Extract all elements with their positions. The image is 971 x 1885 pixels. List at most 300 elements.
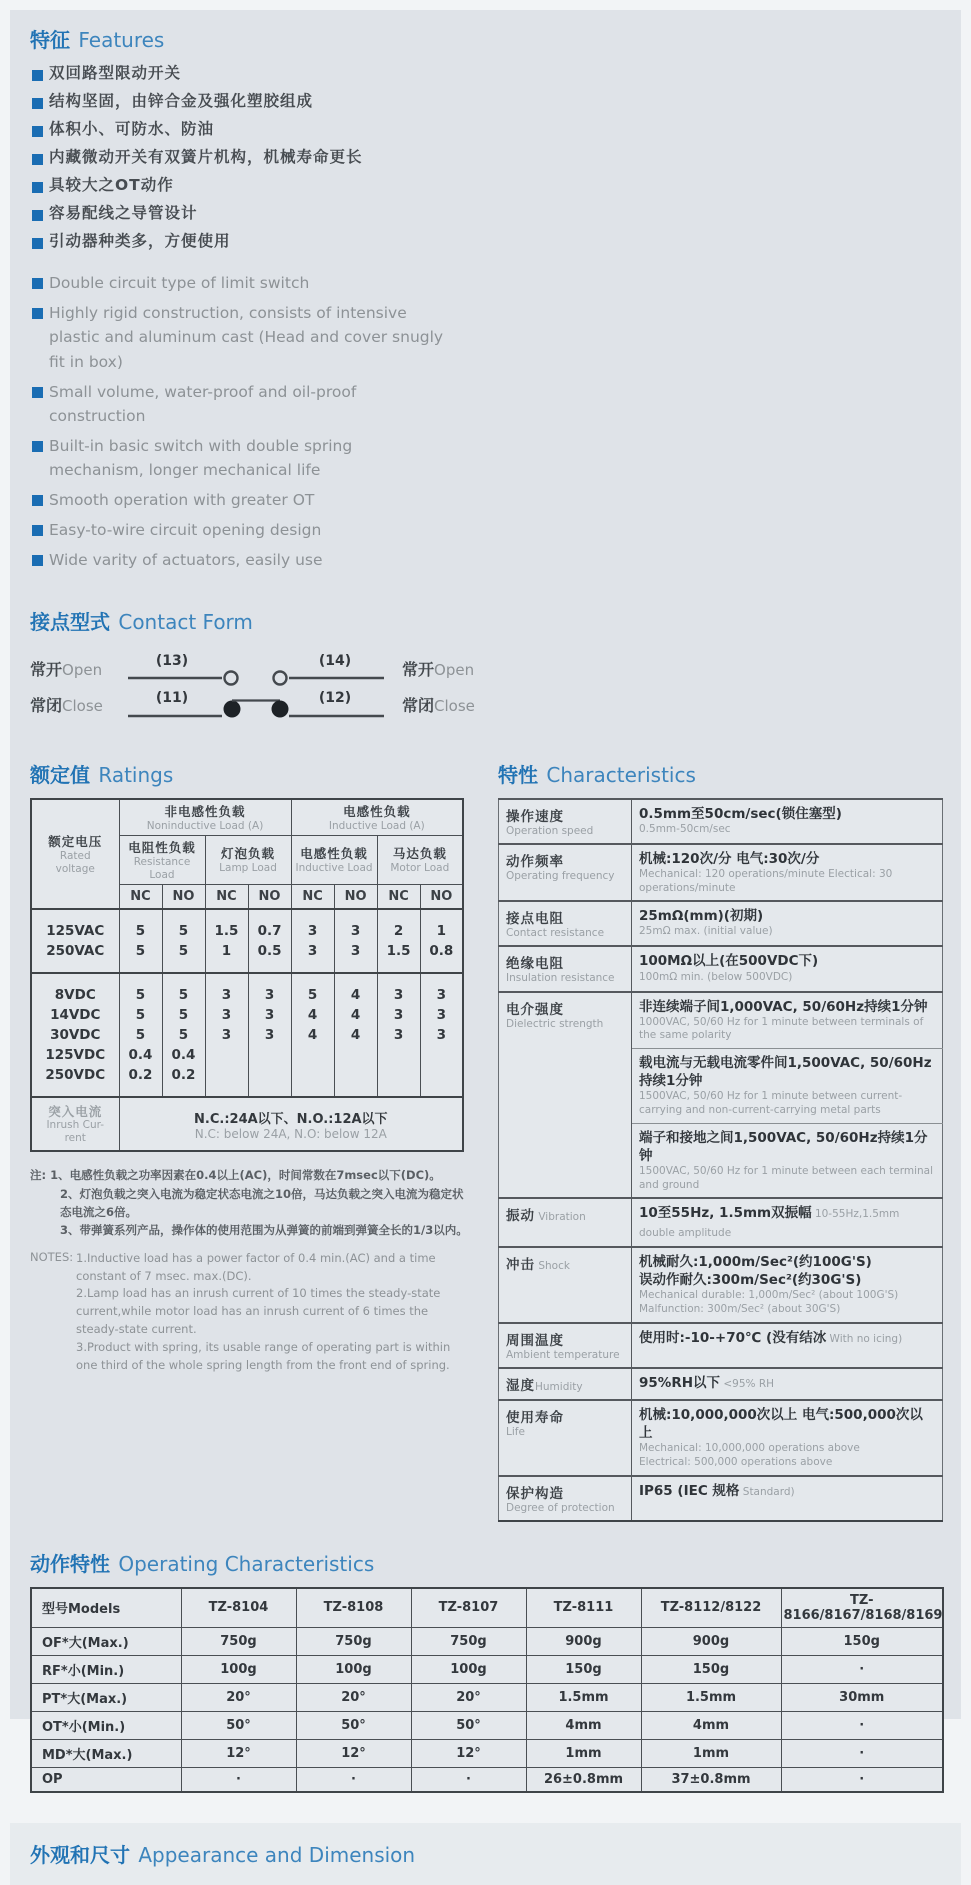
characteristic-value-en: Electrical: 500,000 operations above <box>639 1455 833 1468</box>
characteristic-label-cell <box>499 1368 632 1400</box>
characteristic-label-en: Vibration <box>535 1211 586 1224</box>
characteristic-label-cell <box>499 1400 632 1476</box>
rated-voltage-cell: 30VDC <box>31 1025 119 1045</box>
characteristic-value-cell <box>632 1323 943 1368</box>
operating-value-cell: · <box>181 1767 296 1792</box>
rating-value-cell: 4 <box>291 1005 334 1025</box>
datasheet-page <box>10 10 961 1868</box>
ratings-header-noninductive: 非电感性负载 Noninductive Load (A) <box>119 799 291 836</box>
rating-value-cell: 4 <box>334 1025 377 1045</box>
no-header: NO <box>334 885 377 910</box>
ratings-row <box>31 973 463 1005</box>
rating-value-cell: 0.2 <box>162 1065 205 1097</box>
rating-value-cell: 4 <box>334 973 377 1005</box>
contact-form-title-en: Contact Form <box>118 609 253 634</box>
operating-value-cell: 20° <box>296 1683 411 1711</box>
bullet-text: Easy-to-wire circuit opening design <box>49 520 322 539</box>
bullet-text: 体积小、可防水、防油 <box>49 119 215 138</box>
ratings-header-motor: 马达负载 Motor Load <box>377 835 463 884</box>
rating-value-cell: 3 <box>248 1005 291 1025</box>
ratings-row <box>31 909 463 941</box>
features-title-en: Features <box>78 28 165 52</box>
characteristic-row <box>499 1323 943 1368</box>
bullet-square-icon <box>32 238 43 249</box>
characteristic-value-en: 1000VAC, 50/60 Hz for 1 minute between terminals of the same polarity <box>639 1015 924 1042</box>
rating-value-cell: 3 <box>205 973 248 1005</box>
characteristic-value-en: 0.5mm-50cm/sec <box>639 822 731 835</box>
section-operating <box>30 1548 943 1793</box>
feature-item-zh <box>32 91 943 112</box>
characteristic-value-cell <box>632 901 943 946</box>
characteristic-value-zh: 载电流与无载电流零件间1,500VAC, 50/60Hz持续1分钟 <box>639 1055 932 1090</box>
characteristic-label-cell <box>499 844 632 902</box>
characteristic-value-zh: 25mΩ(mm)(初期) <box>639 908 764 925</box>
feature-item-en <box>32 301 943 373</box>
characteristic-value-en: 1500VAC, 50/60 Hz for 1 minute between each terminal and ground <box>639 1165 934 1191</box>
operating-value-cell: 20° <box>181 1683 296 1711</box>
rating-value-cell: 3 <box>334 909 377 941</box>
rating-value-cell: 3 <box>291 909 334 941</box>
contact-form-diagram <box>30 651 943 723</box>
bullet-square-icon <box>32 278 43 289</box>
characteristic-label-en: Contact resistance <box>506 927 605 940</box>
operating-tbody <box>31 1627 943 1792</box>
rating-value-cell <box>334 1065 377 1097</box>
operating-value-cell: · <box>781 1711 943 1739</box>
feature-item-zh <box>32 119 943 140</box>
characteristic-row <box>499 1368 943 1400</box>
rating-value-cell: 5 <box>119 909 162 941</box>
characteristic-row <box>499 901 943 946</box>
bullet-text: Wide varity of actuators, easily use <box>49 550 323 569</box>
characteristic-label-en: Life <box>506 1425 525 1438</box>
characteristic-value-en-inline: Standard) <box>739 1485 795 1498</box>
rating-value-cell: 0.8 <box>420 941 463 973</box>
features-list-en <box>30 271 943 571</box>
characteristic-value-en: Malfunction: 300m/Sec² (about 30G'S) <box>639 1302 841 1315</box>
rating-value-cell: 5 <box>119 1005 162 1025</box>
note-en: 2.Lamp load has an inrush current of 10 times the steady-state current,while motor load has an inrush current of 6 times the steady-state current. <box>76 1286 441 1336</box>
rating-value-cell: 5 <box>119 1025 162 1045</box>
feature-item-zh <box>32 231 943 252</box>
bullet-text: Built-in basic switch with double spring mechanism, longer mechanical life <box>49 436 353 479</box>
model-column-header: TZ-8166/8167/8168/8169 <box>781 1588 943 1628</box>
operating-row <box>31 1655 943 1683</box>
note-en: 1.Inductive load has a power factor of 0.4 min.(AC) and a time constant of 7 msec. max.(DC). <box>76 1250 436 1283</box>
characteristic-label-en: Humidity <box>535 1380 583 1393</box>
ratings-row <box>31 1025 463 1045</box>
rating-value-cell: 3 <box>377 973 420 1005</box>
rating-value-cell: 5 <box>162 909 205 941</box>
characteristic-value-zh: 端子和接地之间1,500VAC, 50/60Hz持续1分钟 <box>639 1129 928 1164</box>
rating-value-cell <box>377 1065 420 1097</box>
nc-header: NC <box>205 885 248 910</box>
characteristic-label-zh: 周围温度 <box>506 1332 564 1349</box>
models-header: 型号Models <box>31 1588 181 1628</box>
inrush-value-zh: N.C.:24A以下、N.O.:12A以下 <box>194 1111 388 1127</box>
operating-value-cell: 1.5mm <box>526 1683 641 1711</box>
feature-item-en <box>32 271 943 295</box>
characteristic-value-en: 1500VAC, 50/60 Hz for 1 minute between current-carrying and non-current-carrying metal parts <box>639 1090 903 1117</box>
characteristic-label-zh: 操作速度 <box>506 808 564 825</box>
operating-value-cell: 37±0.8mm <box>641 1767 781 1792</box>
rated-voltage-cell: 125VDC <box>31 1045 119 1065</box>
characteristic-value-zh: 100MΩ以上(在500VDC下) <box>639 953 819 970</box>
characteristic-label-en: Insulation resistance <box>506 972 615 985</box>
inrush-label-line: Inrush Cur- <box>46 1119 105 1131</box>
rating-value-cell: 1.5 <box>205 909 248 941</box>
characteristic-label-cell <box>499 1476 632 1521</box>
contact-form-title <box>30 606 943 635</box>
model-column-header: TZ-8112/8122 <box>641 1588 781 1628</box>
characteristic-label-cell <box>499 946 632 991</box>
characteristics-title <box>498 759 943 788</box>
operating-row-label: RF*小(Min.) <box>31 1655 181 1683</box>
operating-row <box>31 1627 943 1655</box>
feature-item-en <box>32 518 943 542</box>
operating-value-cell: 100g <box>411 1655 526 1683</box>
rating-value-cell: 5 <box>119 973 162 1005</box>
feature-item-zh <box>32 203 943 224</box>
section-characteristics <box>498 759 943 1522</box>
characteristics-tbody <box>499 799 943 1521</box>
characteristic-value-zh: IP65 (IEC 规格 Standard) <box>639 1482 795 1499</box>
characteristic-label-zh: 绝缘电阻 <box>506 956 564 973</box>
feature-item-en <box>32 434 943 482</box>
model-column-header: TZ-8104 <box>181 1588 296 1628</box>
rating-value-cell: 5 <box>119 941 162 973</box>
characteristic-value-cell <box>632 946 943 991</box>
inrush-label-line: rent <box>64 1131 86 1144</box>
characteristic-label-en: Ambient temperature <box>506 1348 620 1361</box>
rated-voltage-cell: 250VDC <box>31 1065 119 1097</box>
operating-value-cell: 150g <box>781 1627 943 1655</box>
ratings-notes <box>30 1166 470 1374</box>
nc-header: NC <box>291 885 334 910</box>
characteristic-value-cell <box>632 1368 943 1400</box>
characteristic-label-zh: 接点电阻 <box>506 911 564 928</box>
characteristic-label-cell <box>499 799 632 844</box>
rating-value-cell: 5 <box>291 973 334 1005</box>
operating-title-en: Operating Characteristics <box>118 1551 375 1576</box>
contact-row-open <box>30 651 943 687</box>
bullet-square-icon <box>32 182 43 193</box>
rating-value-cell: 4 <box>334 1005 377 1025</box>
model-column-header: TZ-8107 <box>411 1588 526 1628</box>
notes-en-block <box>30 1250 470 1375</box>
characteristic-label-zh: 振动 <box>506 1208 535 1225</box>
characteristic-value-en: 25mΩ max. (initial value) <box>639 925 773 938</box>
svg-text:(12): (12) <box>318 689 352 706</box>
ratings-header-voltage: 额定电压 Rated voltage <box>31 799 119 909</box>
appearance-title-zh: 外观和尺寸 <box>30 1843 130 1868</box>
operating-value-cell: · <box>781 1655 943 1683</box>
rating-value-cell <box>377 1045 420 1065</box>
characteristic-value-en-inline: With no icing) <box>826 1332 903 1345</box>
svg-text:(13): (13) <box>155 652 189 669</box>
characteristic-value-zh: 95%RH以下 <95% RH <box>639 1374 775 1391</box>
characteristics-title-en: Characteristics <box>546 762 696 787</box>
characteristic-value-zh: 10至55Hz, 1.5mm双振幅 10-55Hz,1.5mm double amplitude <box>639 1205 900 1239</box>
operating-value-cell: 12° <box>181 1739 296 1767</box>
characteristic-row <box>499 1476 943 1521</box>
ratings-group <box>31 973 463 1097</box>
characteristic-value-en: Mechanical durable: 1,000m/Sec² (about 100G'S) <box>639 1289 899 1302</box>
svg-text:(11): (11) <box>155 689 189 706</box>
section-appearance <box>10 1823 961 1885</box>
model-column-header: TZ-8108 <box>296 1588 411 1628</box>
characteristic-row <box>499 1247 943 1323</box>
open-label-right: 常开Open <box>402 660 475 680</box>
rating-value-cell: 3 <box>205 1025 248 1045</box>
rating-value-cell: 1.5 <box>377 941 420 973</box>
characteristics-table <box>498 798 943 1522</box>
appearance-title <box>30 1839 415 1868</box>
operating-value-cell: 50° <box>411 1711 526 1739</box>
operating-row <box>31 1767 943 1792</box>
characteristic-value-zh: 使用时:-10-+70℃ (没有结冰 With no icing) <box>639 1329 903 1346</box>
section-contact-form <box>30 606 943 723</box>
characteristic-value-en-inline: <95% RH <box>720 1377 775 1390</box>
characteristic-value-zh: 非连续端子间1,000VAC, 50/60Hz持续1分钟 <box>639 998 928 1015</box>
rating-value-cell <box>248 1065 291 1097</box>
rated-voltage-cell: 250VAC <box>31 941 119 973</box>
inrush-row <box>31 1097 463 1151</box>
rating-value-cell <box>248 1045 291 1065</box>
bullet-text: 结构坚固，由锌合金及强化塑胶组成 <box>49 91 314 110</box>
bullet-text: Smooth operation with greater OT <box>49 490 315 509</box>
ratings-header-inductive-load: 电感性负载 Inductive Load <box>291 835 377 884</box>
open-contact-schematic-icon <box>122 651 392 687</box>
characteristic-value-cell <box>632 844 943 902</box>
characteristic-label-zh: 保护构造 <box>506 1485 564 1502</box>
operating-value-cell: 4mm <box>526 1711 641 1739</box>
bullet-text: 引动器种类多，方便使用 <box>49 231 231 250</box>
rating-value-cell: 3 <box>248 973 291 1005</box>
operating-value-cell: 100g <box>296 1655 411 1683</box>
rating-value-cell: 1 <box>420 909 463 941</box>
rating-value-cell <box>420 1065 463 1097</box>
characteristic-row <box>499 1198 943 1246</box>
characteristic-value-zh: 误动作耐久:300m/Sec²(约30G'S) <box>639 1272 862 1289</box>
features-title <box>30 24 943 53</box>
section-features <box>30 24 943 572</box>
inrush-value-cell <box>119 1097 463 1151</box>
rating-value-cell: 3 <box>420 1005 463 1025</box>
characteristic-row <box>499 1400 943 1476</box>
nc-header: NC <box>119 885 162 910</box>
ratings-title-zh: 额定值 <box>30 762 90 787</box>
ratings-row <box>31 1005 463 1025</box>
nc-header: NC <box>377 885 420 910</box>
operating-value-cell: 4mm <box>641 1711 781 1739</box>
operating-value-cell: 20° <box>411 1683 526 1711</box>
rated-voltage-cell: 125VAC <box>31 909 119 941</box>
rating-value-cell <box>334 1045 377 1065</box>
operating-value-cell: · <box>781 1739 943 1767</box>
rating-value-cell: 5 <box>162 973 205 1005</box>
bullet-text: Highly rigid construction, consists of intensive plastic and aluminum cast (Head and cover snugly fit in box) <box>49 304 444 371</box>
characteristic-label-cell <box>499 1247 632 1323</box>
characteristic-value-cell <box>632 1476 943 1521</box>
operating-row-label: MD*大(Max.) <box>31 1739 181 1767</box>
notes-en-label: NOTES: <box>30 1249 74 1264</box>
operating-row <box>31 1683 943 1711</box>
rating-value-cell: 3 <box>377 1005 420 1025</box>
rating-value-cell: 0.5 <box>248 941 291 973</box>
no-header: NO <box>248 885 291 910</box>
operating-value-cell: 50° <box>181 1711 296 1739</box>
rating-value-cell <box>205 1045 248 1065</box>
characteristic-value-zh: 机械耐久:1,000m/Sec²(约100G'S) <box>639 1253 872 1270</box>
operating-row-label: PT*大(Max.) <box>31 1683 181 1711</box>
rating-value-cell: 3 <box>377 1025 420 1045</box>
close-contact-schematic-icon <box>122 687 392 723</box>
characteristic-value-cell <box>632 992 943 1049</box>
operating-value-cell: 26±0.8mm <box>526 1767 641 1792</box>
rating-value-cell <box>291 1045 334 1065</box>
bullet-text: 双回路型限动开关 <box>49 64 182 82</box>
operating-row <box>31 1739 943 1767</box>
operating-value-cell: 750g <box>411 1627 526 1655</box>
no-header: NO <box>162 885 205 910</box>
operating-row-label: OT*小(Min.) <box>31 1711 181 1739</box>
operating-title-zh: 动作特性 <box>30 1551 110 1576</box>
rating-value-cell: 0.4 <box>162 1045 205 1065</box>
rating-value-cell: 3 <box>248 1025 291 1045</box>
characteristic-label-zh: 动作频率 <box>506 853 564 870</box>
rating-value-cell: 2 <box>377 909 420 941</box>
characteristic-label-en: Shock <box>535 1259 570 1272</box>
rating-value-cell: 1 <box>205 941 248 973</box>
characteristic-label-cell <box>499 992 632 1199</box>
ratings-characteristics-zone <box>30 759 943 1522</box>
inrush-label-line: 突入电流 <box>48 1104 103 1119</box>
inrush-label-cell <box>31 1097 119 1151</box>
characteristic-row <box>499 844 943 902</box>
characteristic-row <box>499 799 943 844</box>
bullet-square-icon <box>32 525 43 536</box>
characteristic-value-cell <box>632 799 943 844</box>
rating-value-cell: 5 <box>162 1005 205 1025</box>
notes-en-list <box>76 1250 470 1375</box>
bullet-text: 内藏微动开关有双簧片机构，机械寿命更长 <box>49 147 363 166</box>
feature-item-en <box>32 548 943 572</box>
operating-value-cell: 100g <box>181 1655 296 1683</box>
ratings-header-lamp: 灯泡负载 Lamp Load <box>205 835 291 884</box>
feature-item-en <box>32 380 943 428</box>
operating-value-cell: 150g <box>641 1655 781 1683</box>
close-label-right: 常闭Close <box>402 696 475 716</box>
characteristic-label-en: Operating frequency <box>506 869 615 882</box>
rating-value-cell <box>420 1045 463 1065</box>
features-list-zh <box>30 63 943 251</box>
operating-value-cell: 12° <box>296 1739 411 1767</box>
bullet-text: Double circuit type of limit switch <box>49 274 310 293</box>
no-header: NO <box>420 885 463 910</box>
characteristic-value-zh: 0.5mm至50cm/sec(锁住塞型) <box>639 805 842 822</box>
features-title-zh: 特征 <box>30 28 70 52</box>
rating-value-cell: 4 <box>291 1025 334 1045</box>
rating-value-cell: 3 <box>291 941 334 973</box>
characteristic-label-en: Operation speed <box>506 824 594 837</box>
rating-value-cell: 5 <box>162 941 205 973</box>
characteristic-value-en: Mechanical: 120 operations/minute Electical: 30 operations/minute <box>639 867 893 894</box>
characteristic-value-en-inline: 10-55Hz,1.5mm double amplitude <box>639 1208 900 1239</box>
inrush-value-en: N.C: below 24A, N.O: below 12A <box>194 1126 387 1141</box>
ratings-table <box>30 798 464 1153</box>
characteristic-row <box>499 946 943 991</box>
operating-row <box>31 1711 943 1739</box>
characteristic-label-cell <box>499 1198 632 1246</box>
bullet-square-icon <box>32 70 43 81</box>
characteristic-value-cell <box>632 1247 943 1323</box>
close-label-left: 常闭Close <box>30 696 103 716</box>
characteristic-value-en: Mechanical: 10,000,000 operations above <box>639 1442 860 1455</box>
rating-value-cell: 0.4 <box>119 1045 162 1065</box>
bullet-square-icon <box>32 387 43 398</box>
characteristic-value-cell <box>632 1400 943 1476</box>
characteristic-label-en: Degree of protection <box>506 1501 615 1514</box>
bullet-square-icon <box>32 495 43 506</box>
characteristic-label-cell <box>499 901 632 946</box>
rating-value-cell <box>205 1065 248 1097</box>
operating-header-row <box>31 1588 943 1628</box>
operating-value-cell: 50° <box>296 1711 411 1739</box>
bullet-square-icon <box>32 210 43 221</box>
svg-text:(14): (14) <box>318 652 352 669</box>
characteristic-label-zh: 冲击 <box>506 1256 535 1273</box>
contact-row-close <box>30 687 943 723</box>
rating-value-cell: 0.7 <box>248 909 291 941</box>
characteristic-value-cell <box>632 1123 943 1198</box>
contact-form-title-zh: 接点型式 <box>30 609 110 634</box>
ratings-row <box>31 1045 463 1065</box>
rating-value-cell: 3 <box>205 1005 248 1025</box>
rating-value-cell: 3 <box>420 973 463 1005</box>
bullet-square-icon <box>32 98 43 109</box>
characteristic-label-en: Dielectric strength <box>506 1017 604 1030</box>
ratings-group <box>31 909 463 973</box>
operating-table <box>30 1587 944 1793</box>
operating-row-label: OP <box>31 1767 181 1792</box>
rated-voltage-cell: 14VDC <box>31 1005 119 1025</box>
model-column-header: TZ-8111 <box>526 1588 641 1628</box>
note-zh: 注: 1、电感性负载之功率因素在0.4以上(AC)，时间常数在7msec以下(DC)。 <box>30 1168 441 1183</box>
open-label-left: 常开Open <box>30 660 103 680</box>
inrush-current-group <box>31 1097 463 1151</box>
appearance-title-en: Appearance and Dimension <box>138 1843 416 1868</box>
bullet-square-icon <box>32 126 43 137</box>
rating-value-cell: 0.2 <box>119 1065 162 1097</box>
characteristic-value-cell <box>632 1049 943 1124</box>
feature-item-zh <box>32 147 943 168</box>
feature-item-en <box>32 488 943 512</box>
characteristic-label-zh: 湿度 <box>506 1377 535 1394</box>
bullet-square-icon <box>32 154 43 165</box>
operating-value-cell: 900g <box>641 1627 781 1655</box>
ratings-header-inductive: 电感性负载 Inductive Load (A) <box>291 799 463 836</box>
ratings-title <box>30 759 470 788</box>
bullet-text: 具较大之OT动作 <box>49 175 174 194</box>
characteristics-title-zh: 特性 <box>498 762 538 787</box>
characteristic-value-zh: 机械:10,000,000次以上 电气:500,000次以上 <box>639 1406 923 1442</box>
ratings-row <box>31 941 463 973</box>
characteristic-value-cell <box>632 1198 943 1246</box>
bullet-text: Small volume, water-proof and oil-proof construction <box>49 382 357 425</box>
rating-value-cell: 3 <box>334 941 377 973</box>
operating-value-cell: · <box>781 1767 943 1792</box>
